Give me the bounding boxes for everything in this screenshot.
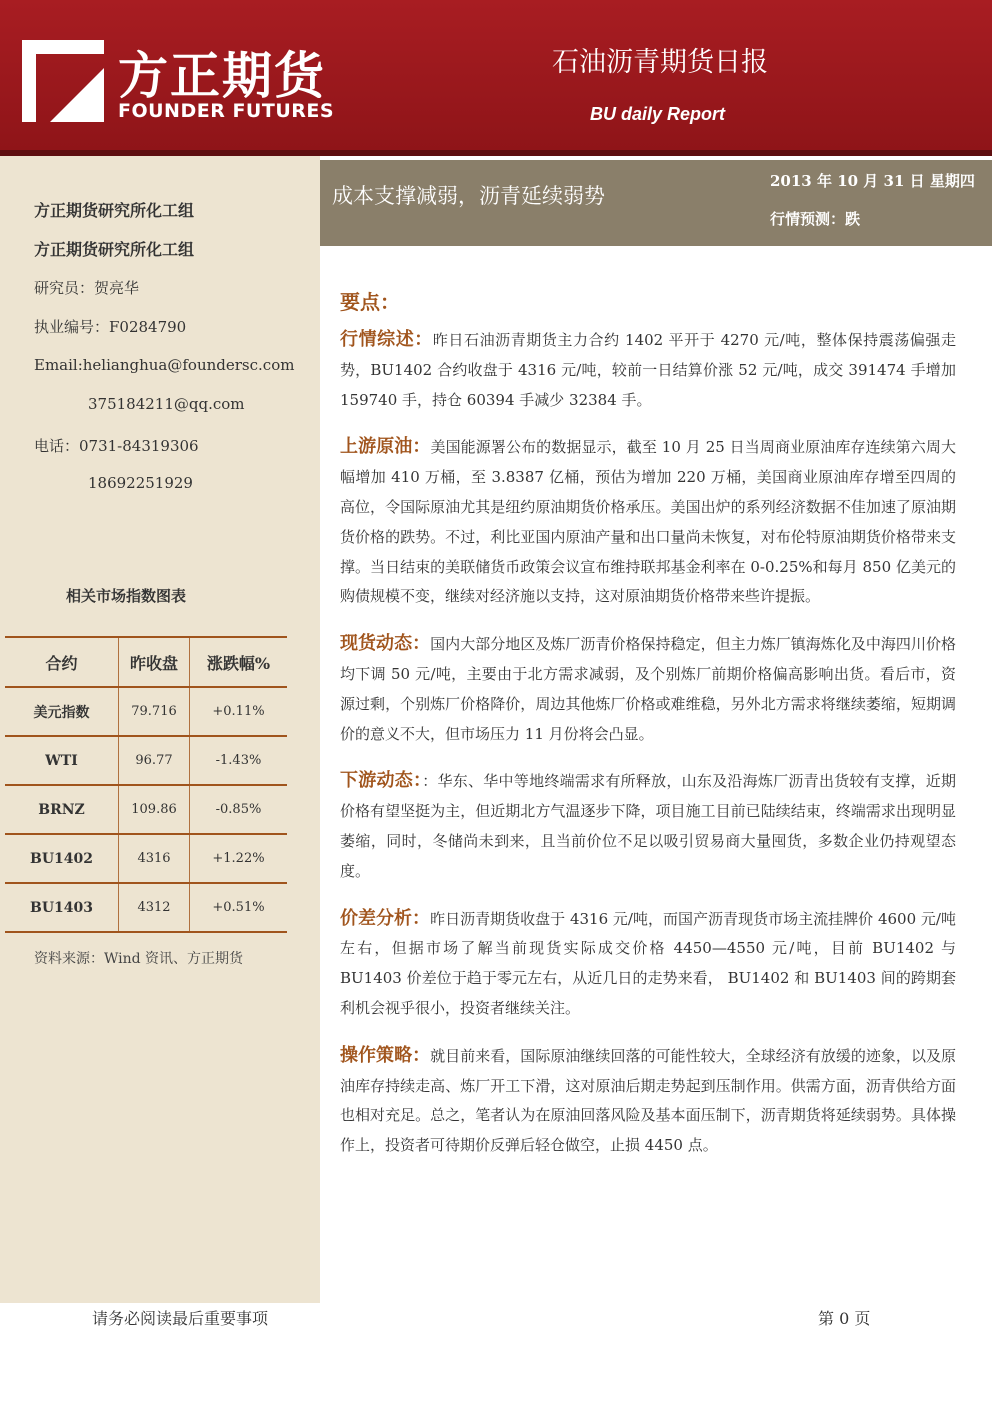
section-text: 国内大部分地区及炼厂沥青价格保持稳定，但主力炼厂镇海炼化及中海四川价格均下调 50 元/吨，主要由于北方需求减弱，及个别炼厂前期价格偏高影响出货。看后市，资源过剩，个别炼厂价格降价，周边其他炼厂价格或难维稳，另外北方需求将继续萎缩，短期调价的意义不大，但市场压力 11 月份将会凸显。: [340, 635, 957, 743]
close-value: 4312: [119, 883, 190, 932]
founder-logo-icon: [22, 40, 104, 122]
section-lead: 现货动态：: [340, 633, 431, 655]
section-strategy: [340, 1041, 956, 1161]
section-text: 美国能源署公布的数据显示，截至 10 月 25 日当周商业原油库存连续第六周大幅增加 410 万桶，至 3.8387 亿桶，预估为增加 220 万桶，美国商业原油库存增至四周的高位，令国际原油尤其是纽约原油期货价格承压。美国出炉的系列经济数据不佳加速了原油期货价格的跌势。不过，利比亚国内原油产量和出口量尚未恢复，对布伦特原油期货价格带来支撑。当日结束的美联储货币政策会议宣布维持联邦基金利率在 0-0.25%和每月 850 亿美元的购债规模不变，继续对经济施以支持，这对原油期货价格带来些许提振。: [340, 438, 957, 606]
section-spread-analysis: [340, 904, 956, 1024]
section-lead: 价差分析：: [340, 907, 431, 929]
contract-name: BU1403: [5, 883, 119, 932]
contract-name: BU1402: [5, 834, 119, 883]
change-value: -0.85%: [190, 785, 288, 834]
section-lead: 操作策略：: [340, 1044, 431, 1066]
main-content: [340, 286, 956, 1178]
email-address-2[interactable]: 375184211@qq.com: [88, 395, 245, 413]
change-value: -1.43%: [190, 736, 288, 785]
phone-number: 电话：0731-84319306: [34, 437, 199, 455]
section-text: 昨日沥青期货收盘于 4316 元/吨，而国产沥青现货市场主流挂牌价 4600 元/吨左右，但据市场了解当前现货实际成交价格 4450—4550 元/吨，目前 BU1402 与 BU1403 价差位于趋于零元左右，从近几日的走势来看， BU1402 和 BU1403 间的跨期套利机会视乎很小，投资者继续关注。: [340, 909, 956, 1017]
close-value: 4316: [119, 834, 190, 883]
org-name-2: 方正期货研究所化工组: [34, 240, 195, 259]
section-upstream-crude: [340, 432, 956, 612]
change-value: +1.22%: [190, 834, 288, 883]
table-header-row: [5, 637, 287, 687]
contract-name: 美元指数: [5, 687, 119, 736]
section-text: 昨日石油沥青期货主力合约 1402 平开于 4270 元/吨，整体保持震荡偏强走势，BU1402 合约收盘于 4316 元/吨，较前一日结算价涨 52 元/吨，成交 391474 手增加 159740 手，持仓 60394 手减少 32384 手。: [340, 331, 957, 409]
section-text: 就目前来看，国际原油继续回落的可能性较大，全球经济有放缓的迹象，以及原油库存持续走高、炼厂开工下滑，这对原油后期走势起到压制作用。供需方面，沥青供给方面也相对充足。总之，笔者认为在原油回落风险及基本面压制下，沥青期货将延续弱势。具体操作上，投资者可待期价反弹后轻仓做空，止损 4450 点。: [340, 1046, 957, 1155]
table-row: [5, 834, 287, 883]
page-number: 第 0 页: [818, 1309, 871, 1328]
email-address[interactable]: Email:helianghua@foundersc.com: [34, 356, 295, 374]
col-header-contract: 合约: [5, 637, 119, 687]
close-value: 79.716: [119, 687, 190, 736]
researcher-name: 研究员：贺亮华: [34, 279, 140, 297]
org-name-1: 方正期货研究所化工组: [34, 201, 195, 220]
section-downstream: [340, 766, 956, 886]
close-value: 96.77: [119, 736, 190, 785]
market-forecast: 行情预测：跌: [770, 210, 861, 228]
index-table-title: 相关市场指数图表: [66, 587, 187, 605]
change-value: +0.11%: [190, 687, 288, 736]
section-lead: 下游动态：: [340, 770, 423, 792]
table-row: [5, 687, 287, 736]
contract-name: BRNZ: [5, 785, 119, 834]
market-index-table: [5, 636, 287, 933]
key-points-title: 要点：: [340, 290, 400, 314]
table-row: [5, 883, 287, 932]
report-title: 石油沥青期货日报: [552, 47, 768, 78]
phone-number-2: 18692251929: [88, 474, 193, 492]
license-number: 执业编号：F0284790: [34, 318, 187, 336]
footer-notice: 请务必阅读最后重要事项: [92, 1309, 269, 1328]
section-text: ：华东、华中等地终端需求有所释放，山东及沿海炼厂沥青出货较有支撑，近期价格有望坚挺为主，但近期北方气温逐步下降，项目施工目前已陆续结束，终端需求出现明显萎缩，同时，冬储尚未到来，且当前价位不足以吸引贸易商大量囤货，多数企业仍持观望态度。: [340, 772, 956, 880]
section-market-review: [340, 325, 956, 415]
report-date: 2013 年 10 月 31 日 星期四: [770, 172, 975, 190]
col-header-change: 涨跌幅%: [190, 637, 288, 687]
report-subtitle: BU daily Report: [590, 104, 726, 124]
section-spot-market: [340, 629, 956, 749]
data-source: 资料来源：Wind 资讯、方正期货: [34, 951, 244, 967]
table-row: [5, 736, 287, 785]
contract-name: WTI: [5, 736, 119, 785]
col-header-close: 昨收盘: [119, 637, 190, 687]
section-lead: 上游原油：: [340, 436, 431, 458]
table-row: [5, 785, 287, 834]
change-value: +0.51%: [190, 883, 288, 932]
headline: 成本支撑减弱，沥青延续弱势: [332, 184, 605, 208]
section-lead: 行情综述：: [340, 329, 433, 350]
logo-chinese-name: 方正期货: [118, 47, 326, 105]
logo-english-name: FOUNDER FUTURES: [118, 100, 335, 122]
close-value: 109.86: [119, 785, 190, 834]
